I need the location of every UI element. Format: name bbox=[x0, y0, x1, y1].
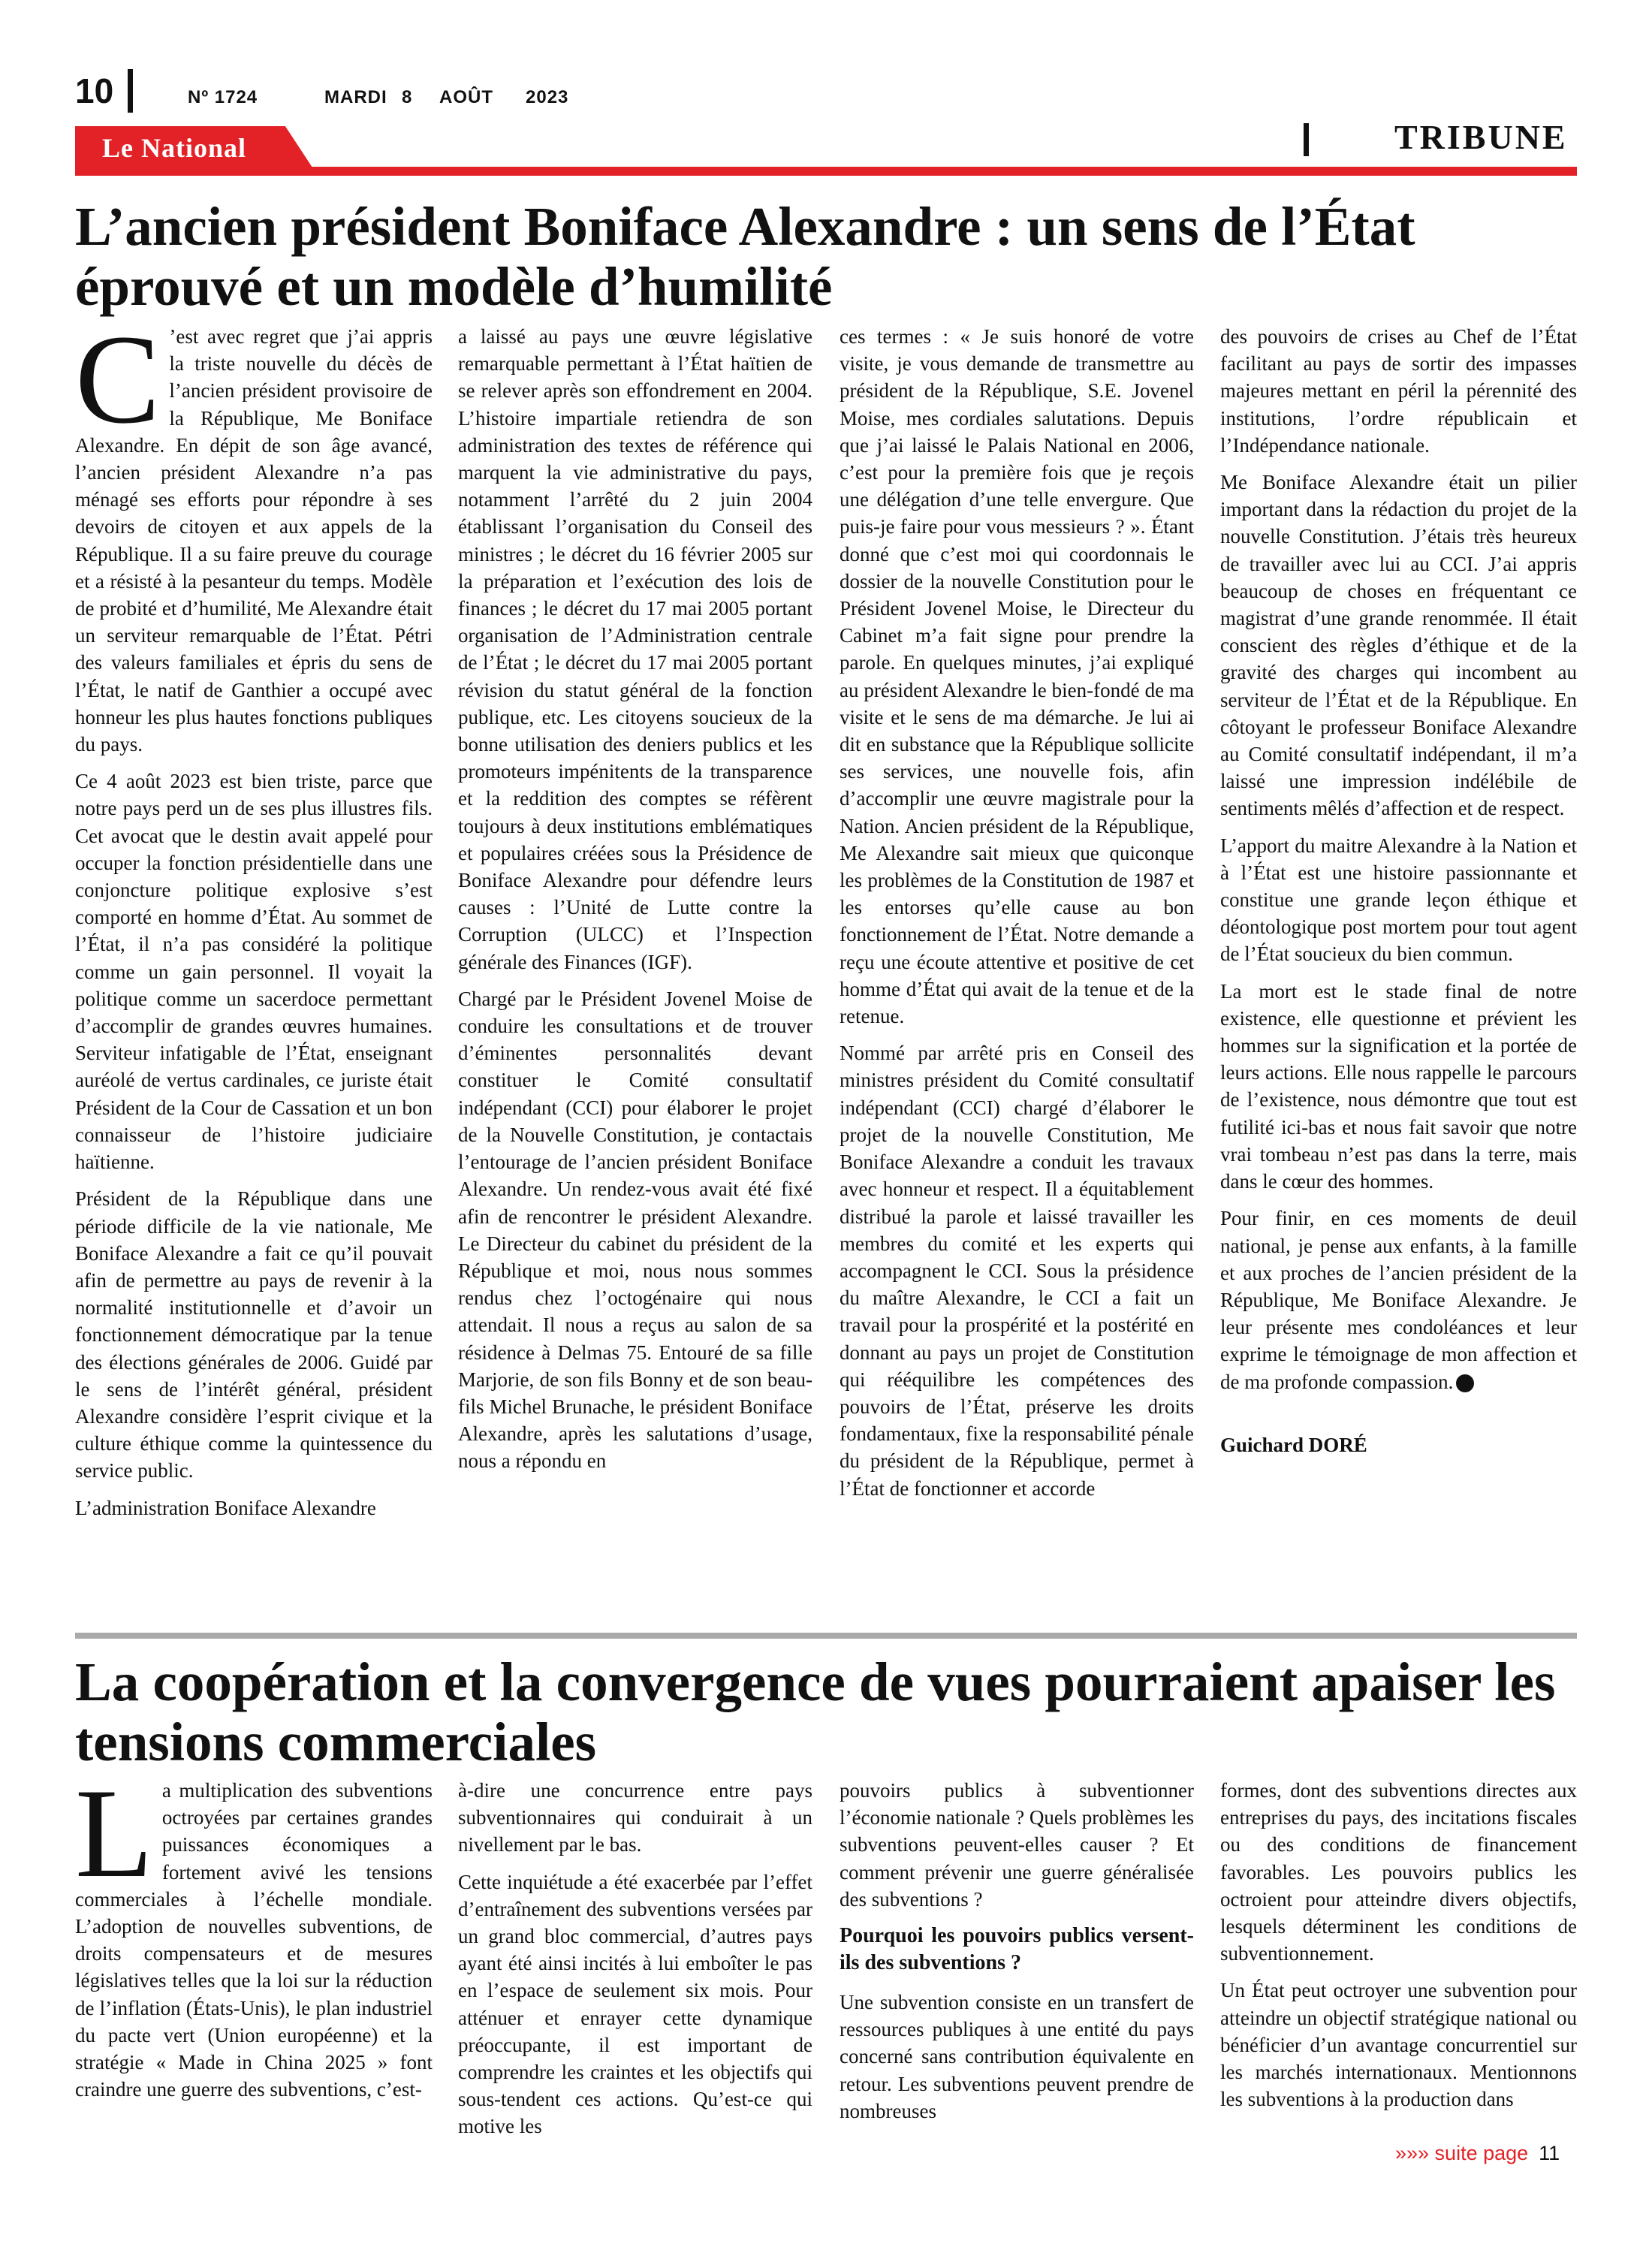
date-day-name: MARDI bbox=[324, 87, 387, 107]
article-1-column-3 bbox=[840, 323, 1194, 1512]
continued-label bbox=[1395, 2142, 1560, 2165]
paragraph: des pouvoirs de crises au Chef de l’État facilitant au pays de sortir des impasses majeures mettant en péril la pérennité des institutions, l’ordre républicain et l’Indépendance nationale. bbox=[1220, 325, 1577, 457]
continued-page-number: 11 bbox=[1539, 2142, 1560, 2164]
paragraph: ’est avec regret que j’ai appris la triste nouvelle du décès de l’ancien président provisoire de la République, Me Boniface Alexandre. En dépit de son âge avancé, l’ancien président Alexandre n’a pas ménagé ses efforts pour répondre à ses devoirs de citoyen et aux appels de la République. Il a su faire preuve du courage et a résisté à la pesanteur du temps. Modèle de probité et d’humilité, Me Alexandre était un serviteur remarquable de l’État. Pétri des valeurs familiales et épris du sens de l’État, le natif de Ganthier a occupé avec honneur les plus hautes fonctions publiques du pays. bbox=[75, 325, 433, 756]
section-divider bbox=[1304, 123, 1309, 156]
paragraph: a multiplication des subventions octroyées par certaines grandes puissances économiques a fortement avivé les tensions commerciales à l’échelle mondiale. L’adoption de nouvelles subventions, de droits compensateurs et de mesures législatives telles que la loi sur la réduction de l’inflation (États-Unis), le plan industriel du pacte vert (Union européenne) et la stratégie « Made in China 2025 » font craindre une guerre des subventions, c’est- bbox=[75, 1779, 433, 2101]
article-separator bbox=[75, 1633, 1577, 1639]
header-rule bbox=[75, 167, 1577, 176]
header-divider bbox=[128, 69, 133, 113]
issue-number: Nº 1724 bbox=[188, 87, 258, 107]
page-number: 10 bbox=[75, 71, 114, 110]
paragraph: Chargé par le Président Jovenel Moise de conduire les consultations et de trouver d’éminentes personnalités devant constituer le Comité consultatif indépendant (CCI) pour élaborer le projet de la Nouvelle Constitution, je contactais l’entourage de l’ancien président Boniface Alexandre. Un rendez-vous avait été fixé afin de rencontrer le président Alexandre. Le Directeur du cabinet du président de la République et moi, nous nous sommes rendus chez l’octogénaire qui nous attendait. Il nous a reçus au salon de sa résidence à Delmas 75. Entouré de sa fille Marjorie, de son fils Bonny et de son beau-fils Michel Brunache, le président Boniface Alexandre, après les salutations d’usage, nous a répondu en bbox=[458, 987, 812, 1473]
date-year: 2023 bbox=[526, 87, 569, 107]
paragraph: a laissé au pays une œuvre législative remarquable permettant à l’État haïtien de se relever après son effondrement en 2004. L’histoire impartiale retiendra de son administration des textes de référence qui marquent la vie administrative du pays, notamment l’arrêté du 2 juin 2004 établissant l’organisation du Conseil des ministres ; le décret du 16 février 2005 sur la préparation et l’exécution des lois de finances ; le décret du 17 mai 2005 portant organisation de l’Administration centrale de l’État ; le décret du 17 mai 2005 portant révision du statut général de la fonction publique, etc. Les citoyens soucieux de la bonne utilisation des deniers publics et les promoteurs impénitents de la transparence et la reddition des comptes se réfèrent toujours à deux institutions emblématiques et populaires créées sous la Présidence de Boniface Alexandre pour défendre leurs causes : l’Unité de Lutte contre la Corruption (ULCC) et l’Inspection générale des Finances (IGF). bbox=[458, 325, 812, 973]
drop-cap: L bbox=[75, 1763, 153, 1904]
paragraph: Me Boniface Alexandre était un pilier important dans la rédaction du projet de la nouvelle Constitution. J’étais très heureux de travailler avec lui au CCI. J’ai appris beaucoup de choses en fréquentant ce magistrat d’une grande renommée. Il était conscient des règles d’éthique et de la gravité des charges qui incombent au serviteur de l’État et de la République. En côtoyant le professeur Boniface Alexandre au Comité consultatif indépendant, il m’a laissé une impression indélébile de sentiments mêlés d’affection et de respect. bbox=[1220, 471, 1577, 820]
paragraph: à-dire une concurrence entre pays subventionnaires qui conduirait à un nivellement par le bas. bbox=[458, 1779, 812, 1856]
paragraph: La mort est le stade final de notre existence, elle questionne et prévient les hommes sur la signification et la portée de leurs actions. Elle nous rappelle le parcours de l’existence, nous démontre que tout est futilité ici-bas et nous fait savoir que notre vrai tombeau n’est pas dans la terre, mais dans le cœur des hommes. bbox=[1220, 979, 1577, 1193]
section-name: TRIBUNE bbox=[1394, 118, 1568, 156]
drop-cap: C bbox=[75, 309, 161, 450]
article-1-column-1 bbox=[75, 309, 433, 1531]
paragraph: Cette inquiétude a été exacerbée par l’effet d’entraînement des subventions versées par un grand bloc commercial, d’autres pays ayant été ainsi incités à lui emboîter le pas en l’espace de seulement six mois. Pour atténuer et enrayer cette dynamique préoccupante, il est important de comprendre les craintes et les objectifs qui sous-tendent ces actions. Qu’est-ce qui motive les bbox=[458, 1870, 812, 2138]
brand-name: Le National bbox=[102, 133, 247, 163]
paragraph: pouvoirs publics à subventionner l’économie nationale ? Quels problèmes les subventions peuvent-elles causer ? Et comment prévenir une guerre généralisée des subventions ? bbox=[840, 1779, 1194, 1911]
article-2-title: La coopération et la convergence de vues pourraient apaiser les tensions commerciales bbox=[75, 1651, 1556, 1772]
subheading: Pourquoi les pouvoirs publics versent-ils des subventions ? bbox=[840, 1924, 1194, 1975]
article-1-column-4 bbox=[1220, 323, 1577, 1468]
article-2-column-3 bbox=[840, 1777, 1194, 2134]
end-mark-icon bbox=[1456, 1374, 1474, 1392]
paragraph: Nommé par arrêté pris en Conseil des ministres président du Comité consultatif indépendant (CCI) chargé d’élaborer le projet de la nouvelle Constitution, Me Boniface Alexandre a conduit les travaux avec honneur et respect. Il a équitablement distribué la parole et laissé travailler les membres du comité et les experts qui accompagnent le CCI. Sous la présidence du maître Alexandre, le CCI a fait un travail pour la prospérité et la postérité en donnant au pays un projet de Constitution qui rééquilibre les compétences des pouvoirs de l’État, préserve les droits fondamentaux, fixe la responsabilité pénale du président de la République, permet à l’État de fonctionner et accorde bbox=[840, 1042, 1194, 1500]
paragraph: L’administration Boniface Alexandre bbox=[75, 1496, 376, 1519]
article-1-title: L’ancien président Boniface Alexandre : un sens de l’État éprouvé et un modèle d’humilité bbox=[75, 196, 1415, 317]
paragraph: L’apport du maitre Alexandre à la Nation et à l’État est une histoire passionnante et constitue une grande leçon éthique et déontologique post mortem pour tout agent de l’État soucieux du bien commun. bbox=[1220, 834, 1577, 966]
article-1-column-2 bbox=[458, 323, 812, 1485]
paragraph: Pour finir, en ces moments de deuil national, je pense aux enfants, à la famille et aux proches de l’ancien président de la République, Me Boniface Alexandre. Je leur présente mes condoléances et leur exprime le témoignage de mon affection et de ma profonde compassion. bbox=[1220, 1207, 1577, 1393]
paragraph: Ce 4 août 2023 est bien triste, parce que notre pays perd un de ses plus illustres fils. Cet avocat que le destin avait appelé pour occuper la fonction présidentielle dans une conjoncture politique explosive s’est comporté en homme d’État. Au sommet de l’État, il n’a pas considéré la politique comme un gain personnel. Il voyait la politique comme un sacerdoce permettant d’accomplir de grandes œuvres humaines. Serviteur infatigable de l’État, enseignant auréolé de vertus cardinales, ce juriste était Président de la Cour de Cassation et un bon connaisseur de l’histoire judiciaire haïtienne. bbox=[75, 770, 433, 1174]
paragraph: Un État peut octroyer une subvention pour atteindre un objectif stratégique national ou bénéficier d’un avantage concurrentiel sur les marchés internationaux. Mentionnons les subventions à la production dans bbox=[1220, 1979, 1577, 2111]
article-2-column-2 bbox=[458, 1777, 812, 2150]
paragraph: Une subvention consiste en un transfert de ressources publiques à une entité du pays concerné sans contribution équivalente en retour. Les subventions peuvent prendre de nombreuses bbox=[840, 1991, 1194, 2122]
author-name: Guichard DORÉ bbox=[1220, 1433, 1367, 1456]
article-2-column-4 bbox=[1220, 1777, 1577, 2122]
date-day: 8 bbox=[402, 87, 413, 107]
article-2-column-1 bbox=[75, 1763, 433, 2113]
continued-text: »»» suite page bbox=[1395, 2142, 1529, 2164]
paragraph: ces termes : « Je suis honoré de votre visite, je vous demande de transmettre au président de la République, S.E. Jovenel Moise, mes cordiales salutations. Depuis que j’ai laissé le Palais National en 2006, c’est pour la première fois que je reçois une délégation d’une telle envergure. Que puis-je faire pour vous messieurs ? ». Étant donné que c’est moi qui coordonnais le dossier de la nouvelle Constitution pour le Président Jovenel Moise, le Directeur du Cabinet m’a fait signe pour prendre la parole. En quelques minutes, j’ai expliqué au président Alexandre le bien-fondé de ma visite et le sens de ma démarche. Je lui ai dit en substance que la République sollicite ses services, une nouvelle fois, afin d’accomplir une œuvre magistrale pour la Nation. Ancien président de la République, Me Alexandre sait mieux que quiconque les problèmes de la Constitution de 1987 et les entorses qu’elle cause au bon fonctionnement de l’État. Notre demande a reçu une écoute attentive et positive de cet homme d’État qui avait de la tenue et de la retenue. bbox=[840, 325, 1194, 1028]
paragraph: Président de la République dans une période difficile de la vie nationale, Me Boniface Alexandre a fait ce qu’il pouvait afin de permettre au pays de revenir à la normalité institutionnelle et d’avoir un fonctionnement démocratique par la tenue des élections générales de 2006. Guidé par le sens de l’intérêt général, président Alexandre considère l’esprit civique et la culture éthique comme la quintessence du service public. bbox=[75, 1187, 433, 1482]
date-month: AOÛT bbox=[439, 87, 493, 107]
paragraph: formes, dont des subventions directes aux entreprises du pays, des incitations fiscales ou des conditions de financement favorables. Les pouvoirs publics les octroient pour atteindre divers objectifs, lesquels déterminent les conditions de subventionnement. bbox=[1220, 1779, 1577, 1965]
